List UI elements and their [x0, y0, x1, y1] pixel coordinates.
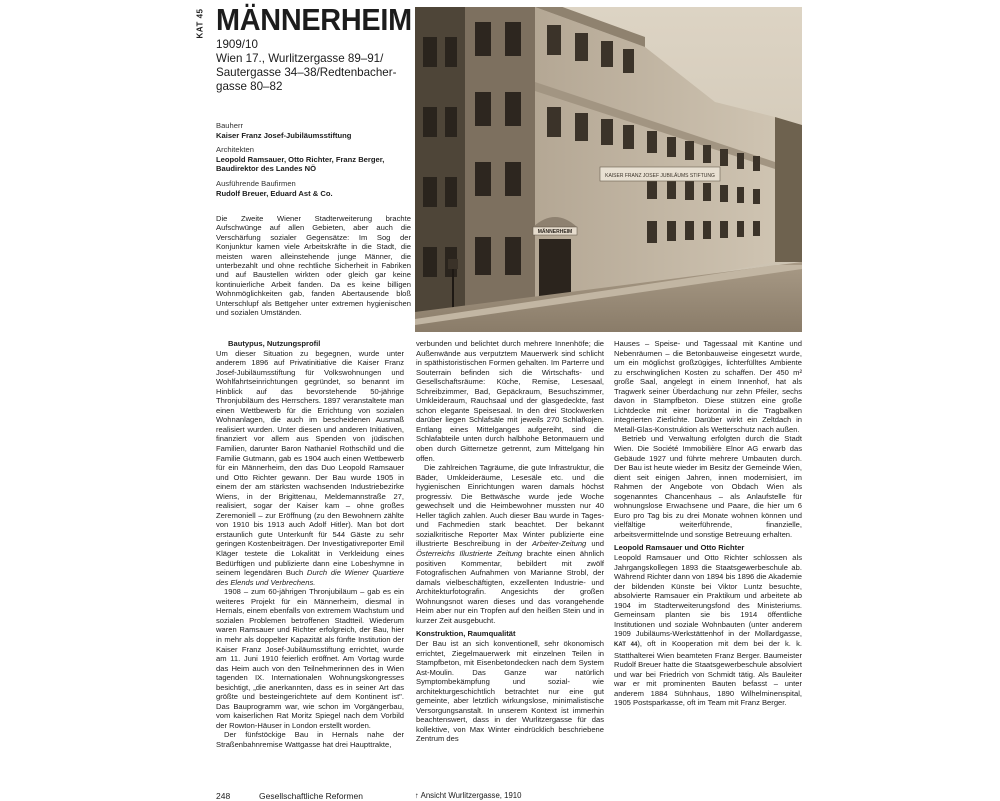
page-number: 248 [216, 791, 231, 801]
architekten-label: Architekten [216, 145, 254, 155]
address-line: Sautergasse 34–38/Redtenbacher- [216, 66, 397, 79]
baufirmen-value: Rudolf Breuer, Eduard Ast & Co. [216, 188, 333, 198]
paragraph: Betrieb und Verwaltung erfolgten durch die Stadt Wien. Die Société Immobilière Elnor AG erwarb das Gebäude 1927 und führte mehrere Umbauten durch. Der Bau ist heute wieder im Besitz der Gemeinde Wien, dient seit einigen Jahren, innen modernisiert, im Rahmen der Angebote von Obdach Wien als sogenanntes Chancenhaus – als Anlaufstelle für wohnungslose Erwachsene und Paare, die hier um 6 Euro pro Tag bis zu drei Monate wohnen können und vielfältige weiterführende, finanzielle, arbeitsvermittelnde und sonstige Betreuung erhalten. [614, 434, 802, 539]
paragraph: Hauses – Speise- und Tagessaal mit Kantine und Nebenräumen – die Betonbauweise eingesetzt wurde, um ein möglichst großzügiges, lichterfülltes Ambiente zu erschwinglichen Kosten zu schaffen. Der 450 m² große Saal, angelegt in einem Innenhof, hat als Tragwerk seiner Überdachung nur zehn Pfeiler, sechs davon in Stampfbeton. Diese stützen eine große Lichtdecke mit einer horizontal in die Tragbalken integrierten Zierlichte. Darüber wirkt ein Zeltdach in Metall-Glas-Konstruktion als Wetterschutz nach außen. [614, 339, 802, 434]
building-photo [415, 7, 802, 332]
plaque-text: KAISER FRANZ JOSEF JUBILÄUMS STIFTUNG [605, 173, 715, 179]
paragraph: Der fünfstöckige Bau in Hernals nahe der Straßenbahnremise Wattgasse hat drei Haupttrakte, [216, 730, 404, 749]
catalog-number-tag: KAT 45 [195, 8, 205, 39]
paragraph: Die zahlreichen Tagräume, die gute Infrastruktur, die Bäder, Umkleideräume, Lesesäle etc. und die hygienischen Einrichtungen waren damals höchst progressiv. Die Bettwäsche wurde jede Woche gewechselt und die Heimbewohner mussten nur 40 Heller täglich zahlen. Auch dieser Bau wurde in Tages- und Fachmedien stark beachtet. Der bekannt sozialkritische Reporter Max Winter publizierte eine illustrierte Beschreibung in der Arbeiter-Zeitung und Österreichs Illustrierte Zeitung brachte einen ähnlich positiven Kommentar, bebildert mit zwölf Fotografischen Aufnahmen von Marianne Strobl, der damals vielbeschäftigten, exzellenten Industrie- und Architekturfotografin. Angesichts der großen Wohnungsnot waren dieses und das vorangehende Heim aber nur ein Tropfen auf den heißen Stein und in kurzer Zeit ausgebucht. [416, 463, 604, 625]
paragraph: verbunden und belichtet durch mehrere Innenhöfe; die Außenwände aus verputztem Mauerwerk sind schlicht in späthistoristischen Formen gehalten. Im Parterre und Souterrain befinden sich die Wirtschafts- und Gesellschaftsräume: Küche, Remise, Lesesaal, Schreibzimmer, Bad, Gepäckraum, Besuchszimmer, Umkleideraum, Rauchsaal und der glasgedeckte, fast schon elegante Speisesaal. In den drei Stockwerken darüber liegen Schlafsäle mit jeweils 270 Schlafkojen. Entlang eines Mittelganges aufgereiht, sind die Schlafabteile unten durch halbhohe Betonmauern und oben durch Gitternetze getrennt, zum Mittelgang hin offen. [416, 339, 604, 463]
bauherr-value: Kaiser Franz Josef-Jubiläumsstiftung [216, 130, 352, 140]
text-column-2 [416, 339, 604, 744]
paragraph: Leopold Ramsauer und Otto Richter schlossen als Jahrgangskollegen 1893 die Staatsgewerbeschule ab. Während Richter dann von 1894 bis 1896 die Akademie der bildenden Künste bei Viktor Luntz besuchte, absolvierte Ramsauer ein Praktikum und arbeitete ab 1904 im Stadterweiterungsfond des Ministeriums. Gemeinsam planten sie bis 1914 öffentliche Institutionen und soziale Wohnbauten (unter anderem 1909 Jubiläums-Werkstättenhof in der Mollardgasse, KAT 44), oft in Kooperation mit dem bei der k. k. Statthalterei Wien beamteten Franz Berger. Baumeister Rudolf Breuer hatte die Staatsgewerbeschule absolviert und war bei Friedrich von Schmidt tätig. Als Bauleiter war er mit prominenten Bauten befasst – unter anderem 1884 Sühnhaus, 1890 Wilhelminenspital, 1905 Postsparkasse, oft im Team mit Franz Berger. [614, 553, 802, 708]
section-heading: Konstruktion, Raumqualität [416, 629, 516, 639]
paragraph: Der Bau ist an sich konventionell, sehr ökonomisch errichtet, Ziegelmauerwerk mit einzelnen Teilen in Stampfbeton, mit Eisenbetondecken nach dem System Ast-Moulin. Das Ganze war natürlich Symptombekämpfung und sozial- wie architekturgeschichtlich betrachtet nur eine gut gemeinte, aber letztlich wirkungslose, minimalistische Versorgungsanstalt. In unserem Kontext ist immerhin beachtenswert, dass in der Wurlitzergasse für das kollektive, von Max Winter eindrücklich beschriebene Zentrum des [416, 638, 604, 744]
credits-block [216, 121, 411, 198]
page-title: MÄNNERHEIM [216, 2, 412, 37]
section-heading: Leopold Ramsauer und Otto Richter [614, 543, 745, 553]
address-line: Wien 17., Wurlitzergasse 89–91/ [216, 52, 384, 65]
section-title: Gesellschaftliche Reformen [259, 791, 363, 801]
address-block [216, 38, 411, 94]
architekten-value-2: Baudirektor des Landes NÖ [216, 164, 317, 174]
address-line: gasse 80–82 [216, 80, 283, 93]
paragraph: Um dieser Situation zu begegnen, wurde unter anderem 1896 auf Privatinitiative die Kaiser Franz Josef-Jubiläumsstiftung für Volkswohnungen und Wohlfahrtseinrichtungen gegründet, so benannt im Hinblick auf das bevorstehende 50-jährige Thronjubiläum des Herrschers. 1897 veranstaltete man einen Wettbewerb für die Errichtung von sozialen Wohnanlagen, die auch im bescheidenen Ausmaß realisiert wurden. Unter diesen und anderen Initiativen, finanziert vor allem aus Spenden von jüdischen Familien, darunter Baron Nathaniel Rothschild und die Familie Gutmann, gab es 1904 auch einen Wettbewerb für ein Männerheim, den das Duo Leopold Ramsauer und Otto Richter gewann. Der Bau wurde 1905 in einem der am stärksten wachsenden Industriebezirke Wiens, in der Brigittenau, Meldemannstraße 27, realisiert, sogar der Kaiser kam – ohne großes Zeremoniell – zur Eröffnung (zu den Bewohnern zählte von 1910 bis 1913 auch Adolf Hitler). Man bot dort erstaunlich gute Unterkunft für 544 Gäste zu sehr geringen Kostenbeiträgen. Der Investigativreporter Emil Kläger testete die Lokalität in Verkleidung eines Bedürftigen und publizierte dann eine Lobeshymne in seinem legendären Buch Durch die Wiener Quartiere des Elends und Verbrechens. [216, 348, 404, 587]
address-line: 1909/10 [216, 38, 258, 51]
catalog-reference: KAT 44 [614, 641, 638, 648]
bauherr-label: Bauherr [216, 121, 244, 130]
building-illustration [415, 7, 802, 332]
intro-paragraph: Die Zweite Wiener Stadterweiterung brachte Aufschwünge auf allen Gebieten, aber auch die Verschärfung sozialer Gegensätze: Im Sog der Konjunktur kamen viele Arbeitskräfte in die Stadt, die meisten waren alleinstehende junge Männer, die unterbezahlt und ohne rechtliche Sicherheit in Fabriken und auf Baustellen wirkten oder gleich gar keine kontinuierliche Arbeit fanden. Da es keine billigen Wohnmöglichkeiten gab, fanden Abertausende bloß Unterschlupf als Bettgeher unter extremen hygienischen und sozialen Umständen. [216, 214, 411, 318]
photo-caption: ↑ Ansicht Wurlitzergasse, 1910 [415, 791, 522, 800]
entrance-sign-text: MÄNNERHEIM [537, 229, 573, 235]
paragraph: 1908 – zum 60-jährigen Thronjubiläum – gab es ein weiteres Projekt für ein Männerheim, diesmal in Hernals, einem ebenfalls von extremem Wachstum und sozialen Problemen betroffenen Stadtteil. Wiederum waren Ramsauer und Richter erfolgreich, der Bau, hier in mehr als doppelter Kapazität als fünfte Institution der Kaiser Franz Josef-Jubiläumsstiftung errichtet, wurde am 11. Juni 1910 feierlich eröffnet. Am Vortag wurde das Heim auch von den Teilnehmerinnen des in Wien tagenden IX. Internationalen Wohnungskongresses besichtigt, „die anerkannten, dass es in seiner Art das größte und besteingerichtete auf dem Kontinent ist". Das Bauprogramm war, wie schon im Vorgängerbau, vom kaiserlichen Rat Moritz Spiegel nach dem Vorbild der Rowton-Häuser in London erstellt worden. [216, 587, 404, 730]
architekten-value: Leopold Ramsauer, Otto Richter, Franz Berger, [216, 154, 385, 164]
text-column-1 [216, 339, 404, 750]
section-heading: Bautypus, Nutzungsprofil [228, 339, 321, 348]
text-column-3 [614, 339, 802, 708]
baufirmen-label: Ausführende Baufirmen [216, 178, 296, 188]
